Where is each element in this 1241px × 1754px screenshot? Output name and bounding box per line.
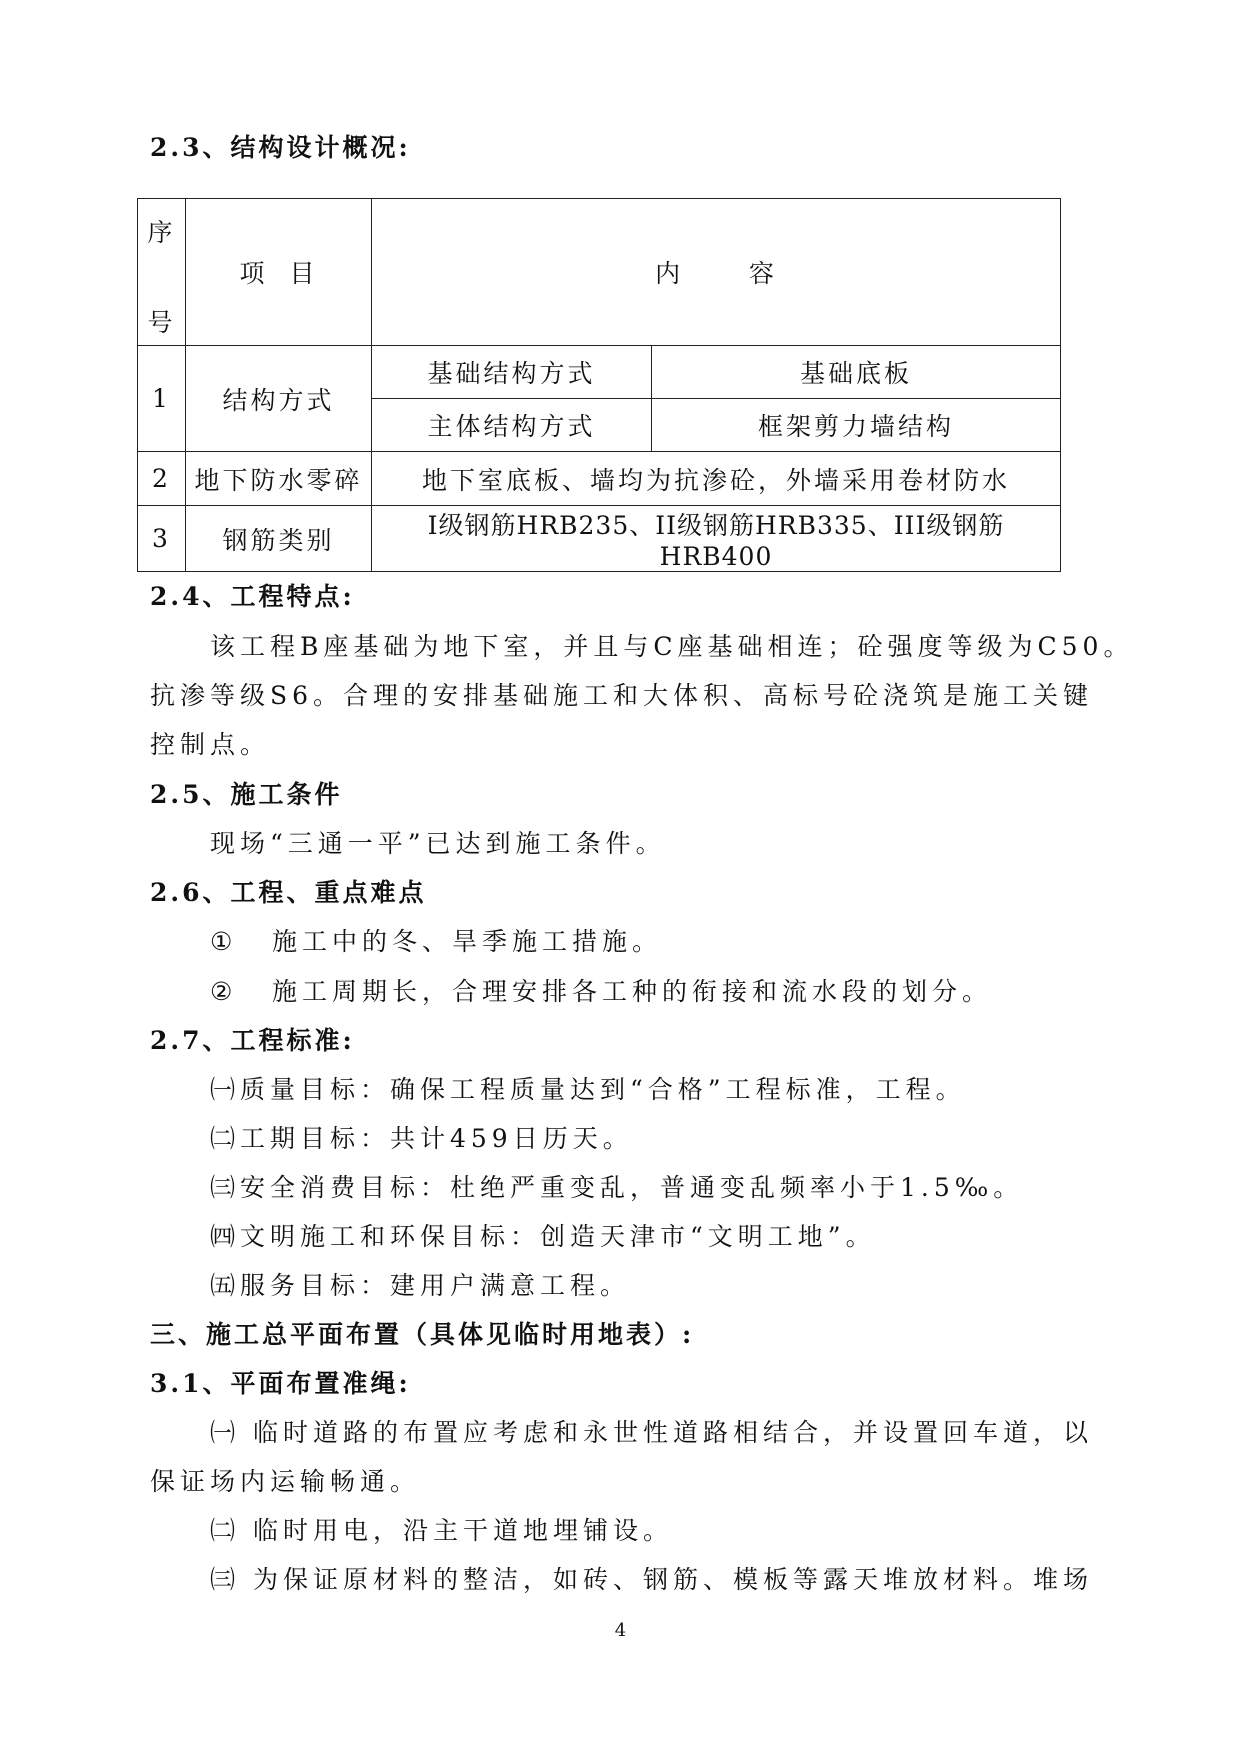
- list-item: ㈠质量目标：确保工程质量达到“合格”工程标准，工程。: [210, 1075, 966, 1104]
- table-cell-subvalue: 基础底板: [652, 346, 1061, 399]
- heading-3-1: 3.1、平面布置准绳:: [150, 1369, 411, 1398]
- table-head-seq-top: 序: [147, 218, 176, 247]
- paragraph-line: 抗渗等级S6。合理的安排基础施工和大体积、高标号砼浇筑是施工关键: [150, 681, 1094, 710]
- paragraph-line: ㈢ 为保证原材料的整洁，如砖、钢筋、模板等露天堆放材料。堆场: [210, 1565, 1093, 1594]
- table-head-content: 内 容: [372, 199, 1061, 346]
- table-cell-content: 地下室底板、墙均为抗渗砼，外墙采用卷材防水: [372, 452, 1061, 506]
- list-item-text: 施工周期长，合理安排各工种的衔接和流水段的划分。: [272, 977, 993, 1006]
- structure-table: [137, 198, 1061, 572]
- page-number: 4: [614, 1620, 627, 1641]
- heading-2-4: 2.4、工程特点:: [150, 582, 355, 611]
- heading-2-5: 2.5、施工条件: [150, 780, 343, 809]
- table-head-seq: [138, 199, 186, 346]
- paragraph-line: 保证场内运输畅通。: [150, 1467, 421, 1496]
- list-item: ㈢安全消费目标：杜绝严重变乱，普通变乱频率小于1.5‰。: [210, 1173, 1024, 1202]
- table-head-item: 项 目: [186, 199, 372, 346]
- table-cell-seq: 1: [138, 346, 186, 452]
- table-cell-item: 钢筋类别: [186, 506, 372, 572]
- heading-2-6: 2.6、工程、重点难点: [150, 878, 427, 907]
- list-item: ㈣文明施工和环保目标：创造天津市“文明工地”。: [210, 1222, 876, 1251]
- list-item: [210, 972, 992, 1008]
- list-marker: ①: [210, 927, 238, 956]
- table-head-seq-bottom: 号: [147, 308, 176, 337]
- list-marker: ②: [210, 977, 238, 1006]
- table-cell-subkey: 主体结构方式: [372, 399, 652, 452]
- list-item: ㈤服务目标：建用户满意工程。: [210, 1271, 631, 1300]
- table-cell-item: 结构方式: [186, 346, 372, 452]
- table-cell-content: Ⅰ级钢筋HRB235、II级钢筋HRB335、III级钢筋HRB400: [372, 506, 1061, 572]
- table-cell-item: 地下防水零碎: [186, 452, 372, 506]
- heading-2-3: 2.3、结构设计概况:: [150, 133, 411, 162]
- paragraph-line: ㈡ 临时用电，沿主干道地埋铺设。: [210, 1516, 673, 1545]
- table-cell-subvalue: 框架剪力墙结构: [652, 399, 1061, 452]
- heading-2-7: 2.7、工程标准:: [150, 1026, 355, 1055]
- paragraph-line: 该工程B座基础为地下室，并且与C座基础相连；砼强度等级为C50。: [210, 632, 1134, 661]
- paragraph-line: 控制点。: [150, 730, 271, 759]
- list-item-text: 施工中的冬、旱季施工措施。: [272, 927, 663, 956]
- table-cell-seq: 3: [138, 506, 186, 572]
- paragraph-line: ㈠ 临时道路的布置应考虑和永世性道路相结合，并设置回车道，以: [210, 1418, 1093, 1447]
- table-cell-seq: 2: [138, 452, 186, 506]
- table-cell-subkey: 基础结构方式: [372, 346, 652, 399]
- list-item: [210, 922, 662, 958]
- paragraph-line: 现场“三通一平”已达到施工条件。: [210, 829, 666, 858]
- list-item: ㈡工期目标：共计459日历天。: [210, 1124, 633, 1153]
- heading-3: 三、施工总平面布置（具体见临时用地表）:: [150, 1320, 695, 1349]
